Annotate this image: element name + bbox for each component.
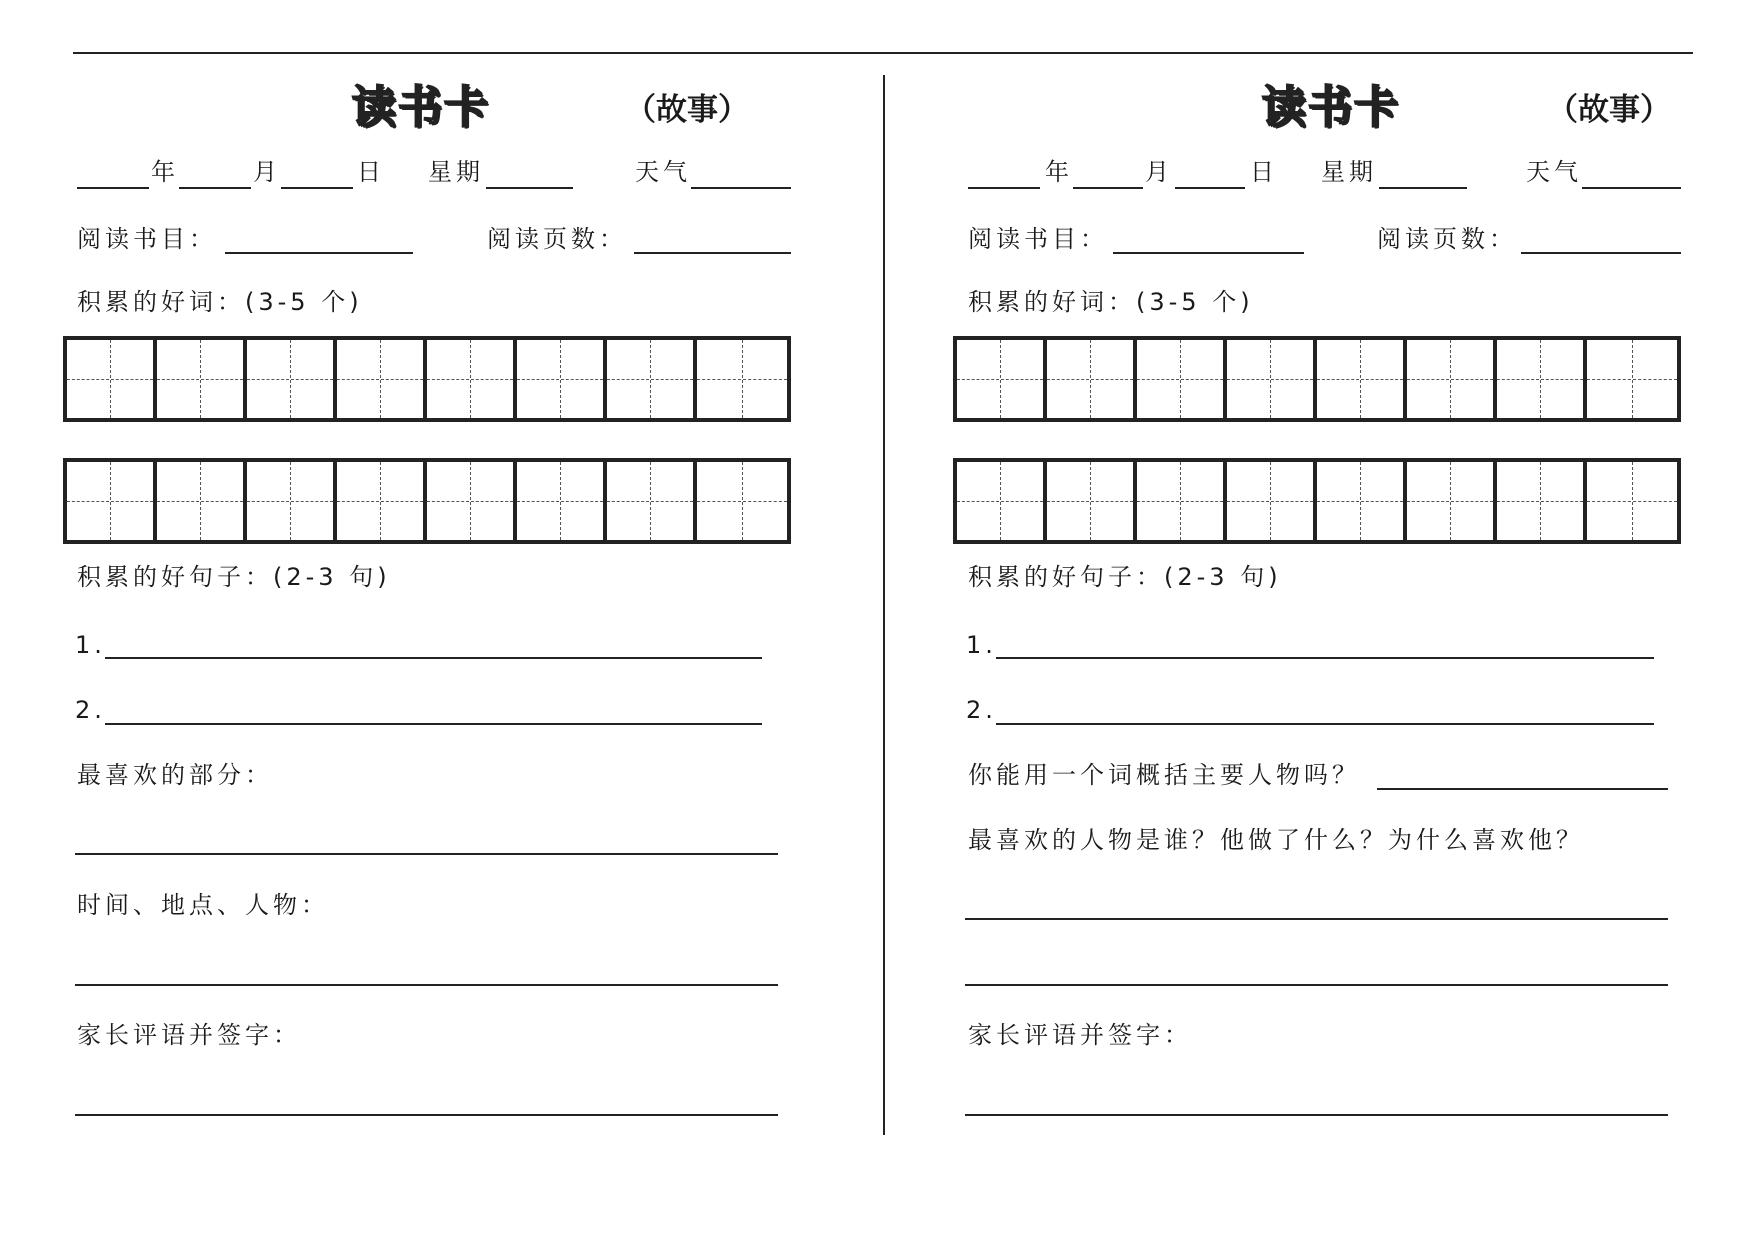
writing-cell[interactable] — [957, 462, 1047, 540]
cell-guide-horizontal — [1227, 379, 1313, 380]
writing-cell[interactable] — [427, 340, 517, 418]
writing-cell[interactable] — [1587, 340, 1677, 418]
writing-cell[interactable] — [1137, 462, 1227, 540]
writing-cell[interactable] — [67, 462, 157, 540]
sentence-line-1[interactable] — [105, 657, 762, 659]
sentences-label: 积累的好句子：(2-3 句) — [77, 563, 391, 591]
card-title: 读书卡 — [1262, 82, 1400, 133]
year-blank[interactable] — [77, 187, 149, 189]
writing-cell[interactable] — [1587, 462, 1677, 540]
month-blank[interactable] — [1073, 187, 1143, 189]
weather-blank[interactable] — [1582, 187, 1681, 189]
writing-cell[interactable] — [427, 462, 517, 540]
cell-guide-horizontal — [337, 379, 423, 380]
pages-label: 阅读页数： — [1377, 225, 1517, 253]
cell-guide-horizontal — [1317, 379, 1403, 380]
cell-guide-horizontal — [607, 379, 693, 380]
cell-guide-horizontal — [67, 379, 153, 380]
cell-guide-horizontal — [247, 379, 333, 380]
weather-blank[interactable] — [691, 187, 791, 189]
month-label: 月 — [253, 158, 281, 186]
weather-label: 天气 — [635, 158, 691, 186]
writing-cell[interactable] — [697, 462, 787, 540]
writing-cell[interactable] — [1137, 340, 1227, 418]
writing-cell[interactable] — [337, 462, 427, 540]
cell-guide-horizontal — [1587, 501, 1677, 502]
writing-cell[interactable] — [1407, 462, 1497, 540]
writing-cell[interactable] — [1317, 340, 1407, 418]
cell-guide-horizontal — [157, 379, 243, 380]
day-label: 日 — [357, 158, 385, 186]
book-blank[interactable] — [225, 252, 413, 254]
cell-guide-horizontal — [957, 501, 1043, 502]
cell-guide-horizontal — [247, 501, 333, 502]
writing-cell[interactable] — [1047, 462, 1137, 540]
cell-guide-horizontal — [1047, 379, 1133, 380]
weekday-blank[interactable] — [486, 187, 573, 189]
sentence-number-2: 2. — [966, 696, 997, 724]
writing-cell[interactable] — [607, 340, 697, 418]
writing-cell[interactable] — [247, 340, 337, 418]
day-label: 日 — [1250, 158, 1278, 186]
weekday-label: 星期 — [428, 158, 484, 186]
month-label: 月 — [1145, 158, 1173, 186]
cell-guide-horizontal — [1317, 501, 1403, 502]
writing-cell[interactable] — [517, 340, 607, 418]
cell-guide-horizontal — [1047, 501, 1133, 502]
cell-guide-horizontal — [1137, 501, 1223, 502]
cell-guide-horizontal — [957, 379, 1043, 380]
reading-card-right — [895, 0, 1671, 1240]
weekday-blank[interactable] — [1379, 187, 1467, 189]
summary-answer-line[interactable] — [1377, 788, 1668, 790]
writing-cell[interactable] — [1227, 340, 1317, 418]
weekday-label: 星期 — [1321, 158, 1377, 186]
book-label: 阅读书目： — [968, 225, 1108, 253]
cell-guide-horizontal — [1227, 501, 1313, 502]
cell-guide-horizontal — [607, 501, 693, 502]
book-label: 阅读书目： — [77, 225, 217, 253]
writing-cell[interactable] — [1047, 340, 1137, 418]
sentence-number-1: 1. — [75, 631, 106, 659]
writing-cell[interactable] — [1497, 340, 1587, 418]
month-blank[interactable] — [179, 187, 251, 189]
cell-guide-horizontal — [427, 501, 513, 502]
cell-guide-horizontal — [1497, 501, 1583, 502]
parent-comment-line[interactable] — [965, 1114, 1668, 1116]
day-blank[interactable] — [1175, 187, 1245, 189]
sentence-line-1[interactable] — [996, 657, 1654, 659]
writing-cell[interactable] — [1317, 462, 1407, 540]
cell-guide-horizontal — [1137, 379, 1223, 380]
summary-question: 你能用一个词概括主要人物吗？ — [968, 761, 1360, 789]
sentence-number-2: 2. — [75, 696, 106, 724]
parent-comment-label: 家长评语并签字： — [968, 1021, 1192, 1049]
favorite-part-line[interactable] — [75, 853, 778, 855]
word-grid-1[interactable] — [953, 336, 1681, 422]
sentence-line-2[interactable] — [105, 723, 762, 725]
day-blank[interactable] — [281, 187, 353, 189]
cell-guide-horizontal — [427, 379, 513, 380]
words-label: 积累的好词：(3-5 个) — [77, 288, 363, 316]
writing-cell[interactable] — [157, 462, 247, 540]
writing-cell[interactable] — [1407, 340, 1497, 418]
parent-comment-label: 家长评语并签字： — [77, 1021, 301, 1049]
cell-guide-horizontal — [517, 501, 603, 502]
cell-guide-horizontal — [517, 379, 603, 380]
writing-cell[interactable] — [607, 462, 697, 540]
reading-card-left — [0, 0, 770, 1240]
pages-label: 阅读页数： — [487, 225, 627, 253]
year-label: 年 — [151, 158, 179, 186]
time-place-label: 时间、地点、人物： — [77, 891, 329, 919]
cell-guide-horizontal — [67, 501, 153, 502]
cell-guide-horizontal — [697, 501, 787, 502]
sentence-number-1: 1. — [966, 631, 997, 659]
cell-guide-horizontal — [337, 501, 423, 502]
writing-cell[interactable] — [1227, 462, 1317, 540]
word-grid-2[interactable] — [953, 458, 1681, 544]
card-subtitle: （故事） — [1547, 92, 1671, 128]
parent-comment-line[interactable] — [75, 1114, 778, 1116]
pages-blank[interactable] — [1521, 252, 1681, 254]
year-blank[interactable] — [968, 187, 1040, 189]
writing-cell[interactable] — [1497, 462, 1587, 540]
cell-guide-horizontal — [157, 501, 243, 502]
words-label: 积累的好词：(3-5 个) — [968, 288, 1254, 316]
pages-blank[interactable] — [634, 252, 791, 254]
word-grid-1[interactable] — [63, 336, 791, 422]
card-divider — [883, 75, 885, 1135]
sentence-line-2[interactable] — [996, 723, 1654, 725]
favorite-character-line-2[interactable] — [965, 984, 1668, 986]
word-grid-2[interactable] — [63, 458, 791, 544]
favorite-part-label: 最喜欢的部分： — [77, 761, 273, 789]
writing-cell[interactable] — [517, 462, 607, 540]
weather-label: 天气 — [1526, 158, 1582, 186]
cell-guide-horizontal — [1587, 379, 1677, 380]
time-place-line[interactable] — [75, 984, 778, 986]
favorite-character-line-1[interactable] — [965, 918, 1668, 920]
cell-guide-horizontal — [697, 379, 787, 380]
card-title: 读书卡 — [352, 82, 490, 133]
writing-cell[interactable] — [697, 340, 787, 418]
cell-guide-horizontal — [1497, 379, 1583, 380]
cell-guide-horizontal — [1407, 379, 1493, 380]
favorite-character-question: 最喜欢的人物是谁？他做了什么？为什么喜欢他？ — [968, 826, 1584, 854]
writing-cell[interactable] — [337, 340, 427, 418]
writing-cell[interactable] — [157, 340, 247, 418]
writing-cell[interactable] — [957, 340, 1047, 418]
card-subtitle: （故事） — [625, 92, 749, 128]
book-blank[interactable] — [1113, 252, 1304, 254]
writing-cell[interactable] — [67, 340, 157, 418]
cell-guide-horizontal — [1407, 501, 1493, 502]
writing-cell[interactable] — [247, 462, 337, 540]
year-label: 年 — [1045, 158, 1073, 186]
sentences-label: 积累的好句子：(2-3 句) — [968, 563, 1282, 591]
